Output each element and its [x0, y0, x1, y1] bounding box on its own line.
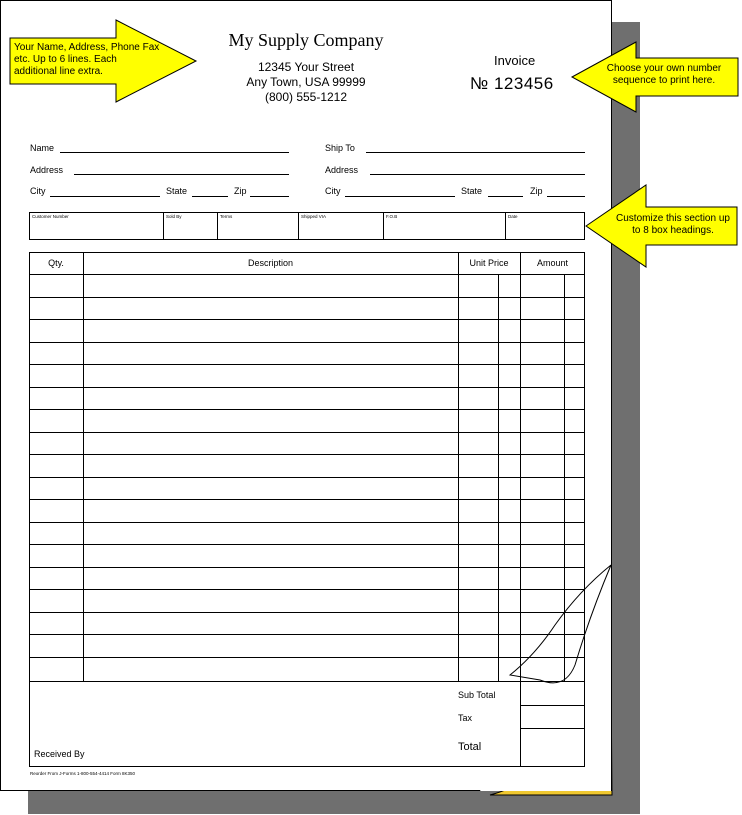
ship-to-field[interactable]: [366, 152, 585, 153]
invoice-label: Invoice: [494, 53, 536, 68]
state-right-field[interactable]: [488, 196, 523, 197]
box-heading: Sold By: [166, 214, 182, 219]
subtotal-label: Sub Total: [458, 690, 496, 700]
invoice-number: № 123456: [470, 74, 554, 93]
box-heading: Date: [508, 214, 518, 219]
table-header-line: [29, 274, 585, 275]
box-divider: [383, 212, 384, 240]
table-cents-line: [564, 274, 565, 682]
table-row: [29, 522, 585, 523]
description-header: Description: [247, 258, 294, 268]
address-left-label: Address: [30, 165, 64, 175]
box-heading: Shipped VIA: [301, 214, 327, 219]
table-row: [29, 387, 585, 388]
table-row: [29, 319, 585, 320]
zip-right-label: Zip: [530, 186, 543, 196]
zip-right-field[interactable]: [547, 196, 585, 197]
table-row: [29, 477, 585, 478]
box-heading: F.O.B: [386, 214, 398, 219]
company-city: Any Town, USA 99999: [246, 75, 366, 89]
address-left-field[interactable]: [74, 174, 289, 175]
box-heading: Terms: [220, 214, 233, 219]
table-row: [29, 409, 585, 410]
table-row: [29, 612, 585, 613]
company-phone: (800) 555-1212: [264, 90, 348, 104]
state-left-field[interactable]: [192, 196, 228, 197]
right-mid-callout-text: Customize this section up to 8 box headings.: [616, 213, 730, 236]
box-divider: [505, 212, 506, 240]
company-name: My Supply Company: [228, 30, 384, 50]
reorder-footer: Reorder From J-Forms 1-800-554-4414 Form 8K350: [30, 771, 136, 776]
table-row: [29, 297, 585, 298]
table-row: [29, 364, 585, 365]
table-column-line: [520, 252, 521, 682]
table-row: [29, 589, 585, 590]
totals-box: [29, 682, 585, 767]
city-right-field[interactable]: [345, 196, 455, 197]
table-row: [29, 454, 585, 455]
box-divider: [298, 212, 299, 240]
box-divider: [163, 212, 164, 240]
table-row: [29, 567, 585, 568]
table-column-line: [83, 252, 84, 682]
address-right-label: Address: [325, 165, 359, 175]
name-field[interactable]: [60, 152, 289, 153]
box-divider: [217, 212, 218, 240]
unit-price-header: Unit Price: [469, 258, 509, 268]
tax-label: Tax: [458, 713, 473, 723]
address-right-field[interactable]: [370, 174, 585, 175]
qty-header: Qty.: [48, 258, 64, 268]
table-row: [29, 544, 585, 545]
table-row: [29, 342, 585, 343]
table-row: [29, 432, 585, 433]
city-left-label: City: [30, 186, 46, 196]
left-callout-text: Your Name, Address, Phone Fax etc. Up to 6 lines. Each additional line extra.: [14, 42, 160, 77]
line-items-table: [29, 252, 585, 682]
table-row: [29, 657, 585, 658]
totals-row-line: [520, 728, 585, 729]
zip-left-label: Zip: [234, 186, 247, 196]
zip-left-field[interactable]: [250, 196, 289, 197]
city-left-field[interactable]: [50, 196, 160, 197]
state-right-label: State: [461, 186, 483, 196]
ship-to-label: Ship To: [325, 143, 355, 153]
company-street: 12345 Your Street: [257, 60, 355, 74]
amount-header: Amount: [536, 258, 569, 268]
totals-divider: [520, 682, 521, 767]
city-right-label: City: [325, 186, 341, 196]
table-row: [29, 499, 585, 500]
table-row: [29, 634, 585, 635]
table-column-line: [458, 252, 459, 682]
received-by-label: Received By: [34, 749, 85, 759]
box-heading: Customer Number: [32, 214, 69, 219]
totals-row-line: [520, 705, 585, 706]
total-label: Total: [458, 741, 482, 753]
state-left-label: State: [166, 186, 188, 196]
name-label: Name: [30, 143, 55, 153]
table-cents-line: [498, 274, 499, 682]
right-top-callout-text: Choose your own number sequence to print here.: [606, 63, 722, 86]
